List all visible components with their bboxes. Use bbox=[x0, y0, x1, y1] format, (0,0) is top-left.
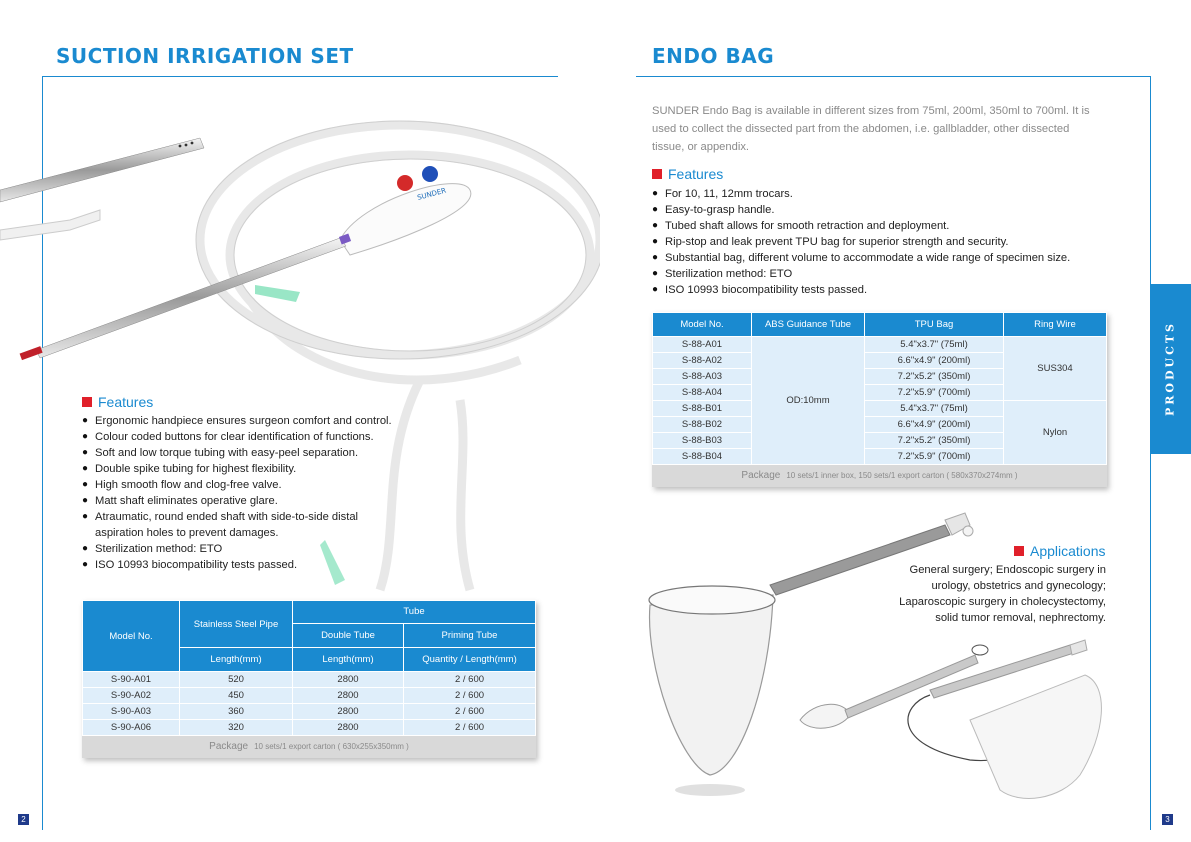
list-item: ● Double spike tubing for highest flexibility. bbox=[82, 461, 412, 477]
table-row: S-90-A01 520 2800 2 / 600 bbox=[83, 672, 535, 687]
list-item: ● Rip-stop and leak prevent TPU bag for superior strength and security. bbox=[652, 234, 1112, 250]
applications-heading: Applications bbox=[1014, 543, 1106, 559]
left-features-list bbox=[82, 413, 412, 573]
left-page-number: 2 bbox=[18, 814, 29, 825]
table-row: S-88-A03 7.2"x5.2" (350ml) bbox=[653, 369, 1106, 384]
table-row: S-90-A06 320 2800 2 / 600 bbox=[83, 720, 535, 735]
applications-text: General surgery; Endoscopic surgery in urology, obstetrics and gynecology; Laparoscopic surgery in cholecystectomy, solid tumor removal, nephrectomy. bbox=[899, 564, 1106, 624]
th-priming: Priming Tube bbox=[404, 624, 535, 648]
list-item: ● Atraumatic, round ended shaft with side-to-side distal aspiration holes to prevent damages. bbox=[82, 509, 395, 541]
red-square-icon bbox=[652, 169, 662, 179]
list-item: ● Sterilization method: ETO bbox=[652, 266, 1112, 282]
suction-spec-table-wrap bbox=[82, 600, 536, 758]
steel-shaft-tip-icon bbox=[0, 138, 204, 202]
table-row: S-90-A03 360 2800 2 / 600 bbox=[83, 704, 535, 719]
th-double: Double Tube bbox=[293, 624, 403, 648]
th-model: Model No. bbox=[83, 601, 179, 671]
products-side-tab: PRODUCTS bbox=[1150, 284, 1191, 454]
endo-bag-image bbox=[640, 505, 1120, 805]
table-row: S-88-B01 5.4"x3.7" (75ml) Nylon bbox=[653, 401, 1106, 416]
endo-bag-spec-table bbox=[652, 312, 1107, 465]
list-item: ● Matt shaft eliminates operative glare. bbox=[82, 493, 412, 509]
list-item: ● Soft and low torque tubing with easy-peel separation. bbox=[82, 445, 412, 461]
th-guidance: ABS Guidance Tube bbox=[752, 313, 864, 336]
red-square-icon bbox=[82, 397, 92, 407]
th-sub-pipe: Length(mm) bbox=[180, 648, 292, 671]
left-title-rule bbox=[42, 76, 558, 77]
list-item: ● High smooth flow and clog-free valve. bbox=[82, 477, 412, 493]
right-features-heading: Features bbox=[652, 166, 723, 182]
list-item: ● ISO 10993 biocompatibility tests passed. bbox=[82, 557, 412, 573]
svg-text:SUNDER: SUNDER bbox=[416, 186, 447, 202]
list-item: ● ISO 10993 biocompatibility tests passed. bbox=[652, 282, 1112, 298]
list-item: ● Ergonomic handpiece ensures surgeon comfort and control. bbox=[82, 413, 412, 429]
table-row: S-88-A04 7.2"x5.9" (700ml) bbox=[653, 385, 1106, 400]
list-item: ● Tubed shaft allows for smooth retraction and deployment. bbox=[652, 218, 1112, 234]
th-model: Model No. bbox=[653, 313, 751, 336]
suction-spec-table bbox=[82, 600, 536, 736]
right-title-rule bbox=[636, 76, 1151, 77]
wire-b-cell: Nylon bbox=[1004, 401, 1106, 464]
th-bag: TPU Bag bbox=[865, 313, 1003, 336]
table-row: S-88-A01 OD:10mm 5.4"x3.7" (75ml) SUS304 bbox=[653, 337, 1106, 352]
list-item: ● Sterilization method: ETO bbox=[82, 541, 412, 557]
left-features-heading: Features bbox=[82, 394, 153, 410]
guidance-cell: OD:10mm bbox=[752, 337, 864, 464]
table-row: S-88-B03 7.2"x5.2" (350ml) bbox=[653, 433, 1106, 448]
wire-a-cell: SUS304 bbox=[1004, 337, 1106, 400]
endo-package-bar: Package 10 sets/1 inner box, 150 sets/1 export carton ( 580x370x274mm ) bbox=[652, 465, 1107, 487]
table-row: S-88-B04 7.2"x5.9" (700ml) bbox=[653, 449, 1106, 464]
suction-package-bar: Package 10 sets/1 export carton ( 630x255x350mm ) bbox=[82, 736, 536, 758]
th-sub-priming: Quantity / Length(mm) bbox=[404, 648, 535, 671]
list-item: ● Substantial bag, different volume to accommodate a wide range of specimen size. bbox=[652, 250, 1112, 266]
list-item: ● Colour coded buttons for clear identification of functions. bbox=[82, 429, 412, 445]
endo-bag-intro: SUNDER Endo Bag is available in different sizes from 75ml, 200ml, 350ml to 700ml. It is used to collect the dissected part from the abdomen, i.e. gallbladder, other dissected tissue, or appendix. bbox=[652, 105, 1090, 153]
endo-bag-spec-table-wrap bbox=[652, 312, 1107, 487]
th-pipe: Stainless Steel Pipe bbox=[180, 601, 292, 647]
large-bag-icon bbox=[649, 513, 973, 796]
table-row: S-90-A02 450 2800 2 / 600 bbox=[83, 688, 535, 703]
right-page-title: ENDO BAG bbox=[652, 44, 775, 68]
left-page-title: SUCTION IRRIGATION SET bbox=[56, 44, 354, 68]
th-sub-double: Length(mm) bbox=[293, 648, 403, 671]
right-features-list bbox=[652, 186, 1112, 298]
table-row: S-88-A02 6.6"x4.9" (200ml) bbox=[653, 353, 1106, 368]
right-page-number: 3 bbox=[1162, 814, 1173, 825]
handpiece-icon bbox=[340, 166, 471, 255]
list-item: ● Easy-to-grasp handle. bbox=[652, 202, 1112, 218]
th-tube: Tube bbox=[293, 601, 535, 623]
list-item: ● For 10, 11, 12mm trocars. bbox=[652, 186, 1112, 202]
table-row: S-88-B02 6.6"x4.9" (200ml) bbox=[653, 417, 1106, 432]
nylon-bag-icon bbox=[908, 640, 1101, 798]
th-wire: Ring Wire bbox=[1004, 313, 1106, 336]
